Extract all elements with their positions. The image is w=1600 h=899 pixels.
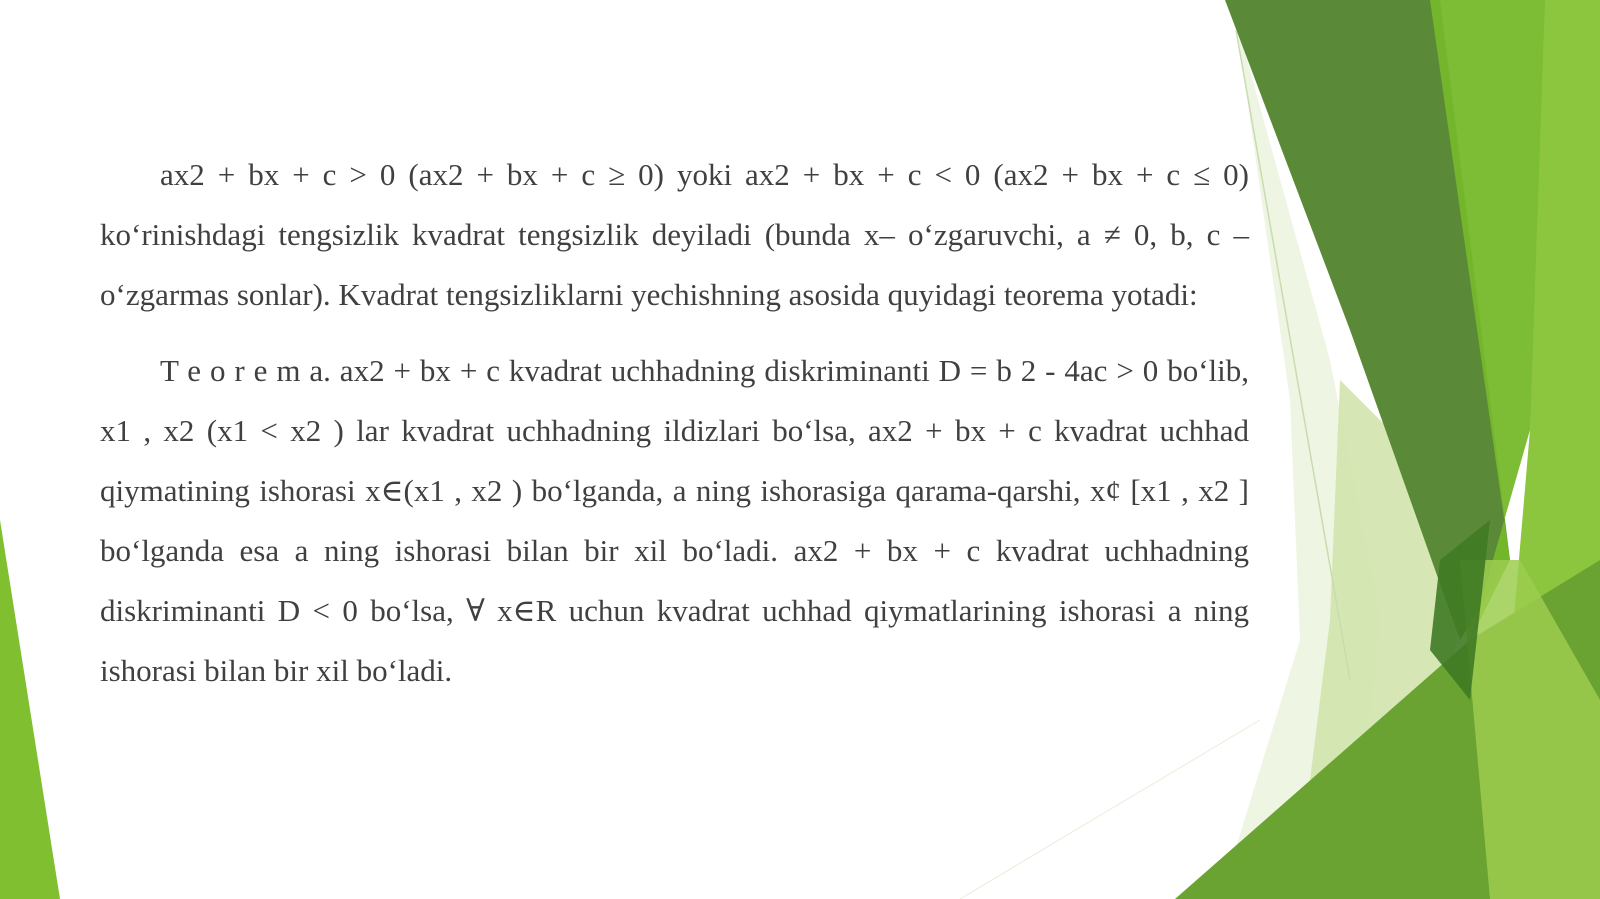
theorem-paragraph: T e o r e m a. ax2 + bx + c kvadrat uchhadning diskriminanti D = b 2 - 4ac > 0 bo‘lib, x1 , x2 (x1 < x2 ) lar kvadrat uchhadning ildizlari bo‘lsa, ax2 + bx + c kvadrat uchhad qiymatining ishorasi x∈(x1 , x2 ) bo‘lganda, a ning ishorasiga qarama-qarshi, x¢ [x1 , x2 ] bo‘lganda esa a ning ishorasi bilan bir xil bo‘ladi. ax2 + bx + c kvadrat uchhadning diskriminanti D < 0 bo‘lsa, ∀ x∈R uchun kvadrat uchhad qiymatlarining ishorasi a ning ishorasi bilan bir xil bo‘ladi. xyxy=(100,353,1249,688)
definition-paragraph: ax2 + bx + c > 0 (ax2 + bx + c ≥ 0) yoki ax2 + bx + c < 0 (ax2 + bx + c ≤ 0) ko‘rinishdagi tengsizlik kvadrat tengsizlik deyiladi (bunda x– o‘zgaruvchi, a ≠ 0, b, c – o‘zgarmas sonlar). Kvadrat tengsizliklarni yechishning asosida quyidagi teorema yotadi: xyxy=(100,157,1249,312)
slide-body-text xyxy=(100,145,1249,717)
left-green-facet xyxy=(0,520,60,899)
